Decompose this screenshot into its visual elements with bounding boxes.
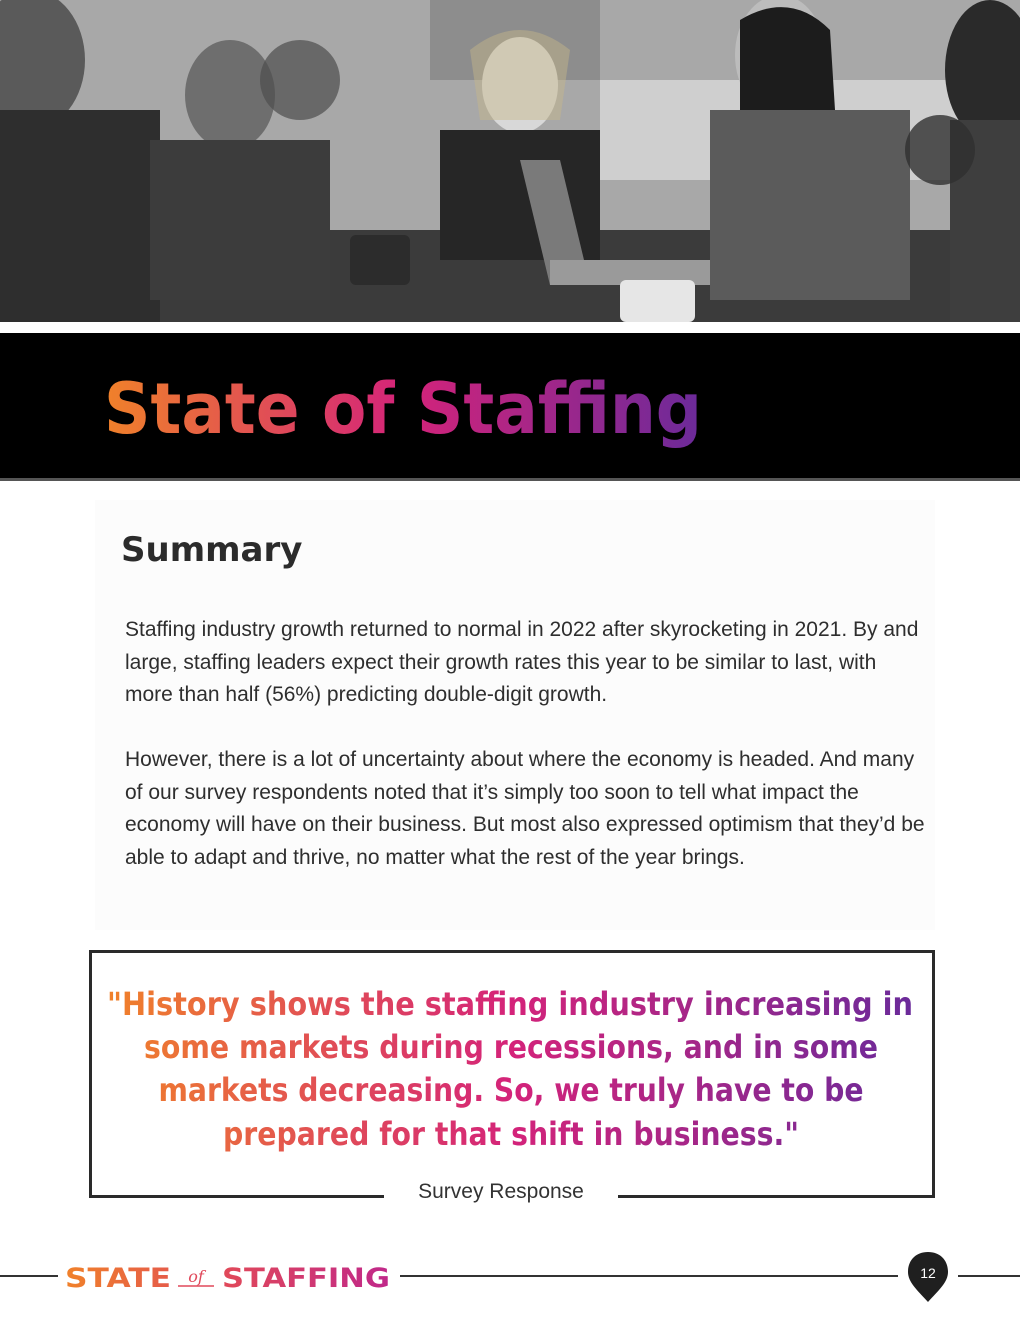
title-banner-text — [0, 333, 1020, 478]
title-banner — [0, 333, 1020, 481]
summary-paragraph-2: However, there is a lot of uncertainty about where the economy is headed. And many of our survey respondents noted that it’s simply too soon to tell what impact the economy will have on their business. But most also expressed optimism that they’d be able to adapt and thrive, no matter what the rest of the year brings. — [125, 748, 925, 869]
footer-rule-right — [958, 1275, 1020, 1277]
page-number: 12 — [920, 1265, 936, 1281]
section-title: Summary — [121, 530, 303, 570]
footer-rule-middle — [400, 1275, 898, 1277]
summary-paragraph-1: Staffing industry growth returned to normal in 2022 after skyrocketing in 2021. By and large, staffing leaders expect their growth rates this year to be similar to last, with more than half (56%) predicting double-digit growth. — [125, 618, 919, 706]
hero-photo — [0, 0, 1020, 322]
footer-logo — [60, 1256, 400, 1296]
pull-quote — [92, 978, 932, 1158]
footer-logo-state: STATE — [65, 1263, 171, 1294]
quote-line-3: markets decreasing. So, we truly have to be — [158, 1071, 864, 1109]
quote-attribution: Survey Response — [418, 1180, 584, 1203]
quote-line-1: "History shows the staffing industry increasing in — [107, 985, 913, 1023]
footer-logo-staffing: STAFFING — [222, 1263, 390, 1294]
quote-line-4: prepared for that shift in business." — [223, 1115, 799, 1153]
banner-title: State of Staffing — [104, 368, 702, 450]
footer-logo-of: of — [188, 1267, 204, 1286]
footer-rule-left — [0, 1275, 58, 1277]
page-number-pin — [905, 1250, 951, 1304]
quote-line-2: some markets during recessions, and in some — [144, 1028, 878, 1066]
